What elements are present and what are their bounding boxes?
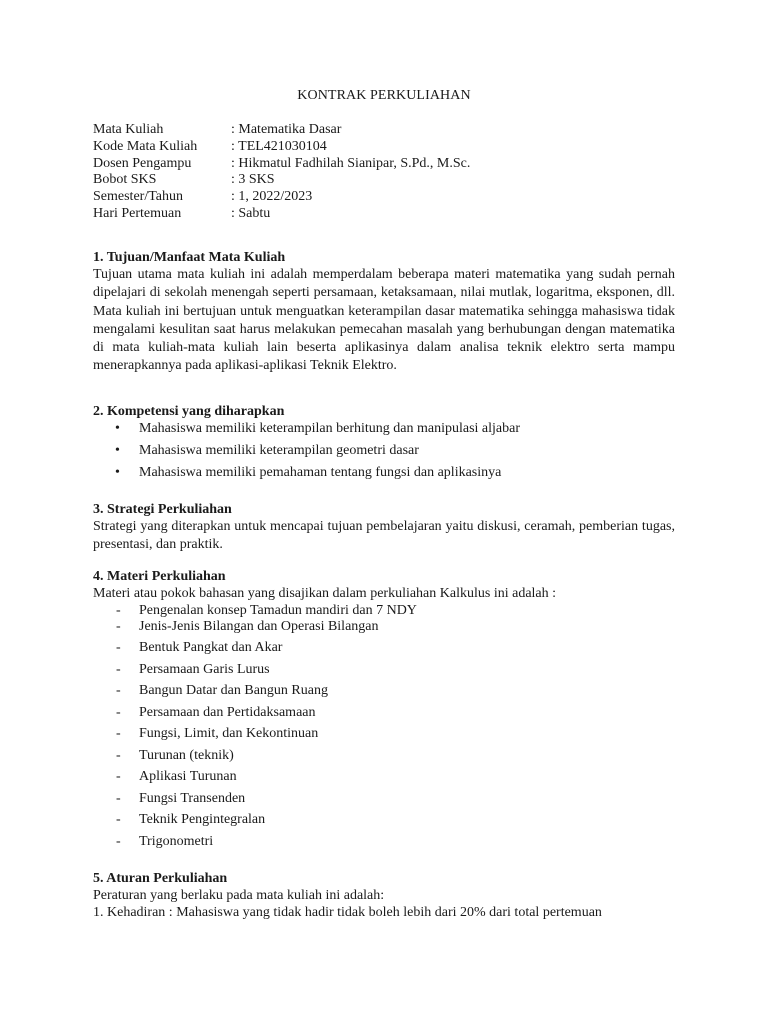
section-heading: 2. Kompetensi yang diharapkan [93, 404, 285, 419]
list-item-text: Bentuk Pangkat dan Akar [139, 640, 283, 655]
dash-icon: - [116, 683, 121, 698]
section-aturan [93, 870, 675, 921]
info-label: Kode Mata Kuliah [93, 138, 198, 154]
list-item [93, 811, 675, 833]
list-item-text: Persamaan Garis Lurus [139, 661, 270, 677]
list-item [93, 768, 675, 790]
dash-icon: - [116, 790, 121, 806]
list-item-text: Mahasiswa memiliki keterampilan geometri dasar [139, 443, 419, 458]
list-item-text: Mahasiswa memiliki keterampilan berhitung dan manipulasi aljabar [139, 421, 521, 436]
section-intro: Materi atau pokok bahasan yang disajikan dalam perkuliahan Kalkulus ini adalah : [93, 586, 557, 601]
info-value: : 3 SKS [231, 172, 275, 188]
info-label: Dosen Pengampu [93, 155, 192, 171]
list-item [93, 639, 675, 661]
list-item-text: Fungsi Transenden [139, 790, 246, 806]
section-strategi [93, 501, 675, 555]
section-heading: 1. Tujuan/Manfaat Mata Kuliah [93, 250, 286, 265]
info-row-hari [93, 205, 470, 222]
list-item-text: Turunan (teknik) [139, 747, 234, 763]
section-kompetensi [93, 403, 675, 486]
list-item [93, 618, 675, 639]
list-item [93, 790, 675, 812]
dash-icon: - [116, 812, 121, 827]
info-label: Bobot SKS [93, 172, 157, 188]
rule-item: 1. Kehadiran : Mahasiswa yang tidak hadir tidak boleh lebih dari 20% dari total pertemuan [93, 905, 602, 920]
dash-icon: - [116, 619, 121, 634]
dash-icon: - [116, 726, 121, 741]
bullet-icon: • [115, 465, 120, 480]
list-item [93, 704, 675, 726]
list-item-text: Pengenalan konsep Tamadun mandiri dan 7 NDY [139, 603, 417, 618]
info-row-dosen [93, 155, 470, 172]
info-row-semester [93, 188, 470, 205]
list-item-text: Trigonometri [139, 833, 214, 849]
list-item-text: Fungsi, Limit, dan Kekontinuan [139, 726, 319, 741]
section-heading: 4. Materi Perkuliahan [93, 569, 226, 584]
info-value: : TEL421030104 [231, 138, 327, 154]
info-row-sks [93, 171, 470, 188]
list-item [93, 661, 675, 683]
list-item [93, 442, 675, 464]
info-label: Hari Pertemuan [93, 205, 182, 221]
dash-icon: - [116, 661, 121, 677]
list-item [93, 682, 675, 704]
info-row-mata-kuliah [93, 121, 470, 138]
list-item-text: Aplikasi Turunan [139, 769, 237, 784]
section-tujuan [93, 249, 675, 376]
dash-icon: - [116, 704, 121, 720]
bullet-icon: • [115, 443, 120, 458]
section-materi [93, 568, 675, 854]
list-item [93, 833, 675, 855]
list-item-text: Persamaan dan Pertidaksamaan [139, 704, 316, 720]
dash-icon: - [116, 603, 121, 618]
dash-icon: - [116, 640, 121, 655]
info-label: Semester/Tahun [93, 189, 183, 205]
section-paragraph: Strategi yang diterapkan untuk mencapai tujuan pembelajaran yaitu diskusi, ceramah, pemberian tugas, presentasi, dan praktik. [93, 519, 675, 553]
course-info-table [93, 121, 470, 222]
dash-icon: - [116, 747, 121, 763]
info-value: : Matematika Dasar [231, 122, 342, 137]
list-item [93, 747, 675, 769]
section-heading: 5. Aturan Perkuliahan [93, 871, 228, 886]
info-value: : Hikmatul Fadhilah Sianipar, S.Pd., M.Sc. [231, 155, 471, 171]
bullet-icon: • [115, 421, 120, 436]
list-item [93, 420, 675, 442]
list-item-text: Bangun Datar dan Bangun Ruang [139, 683, 328, 698]
section-heading: 3. Strategi Perkuliahan [93, 502, 232, 517]
info-value: : 1, 2022/2023 [231, 189, 313, 205]
document-title: KONTRAK PERKULIAHAN [297, 88, 471, 103]
section-intro: Peraturan yang berlaku pada mata kuliah ini adalah: [93, 888, 385, 903]
section-paragraph: Tujuan utama mata kuliah ini adalah memperdalam beberapa materi matematika yang sudah pernah dipelajari di sekolah menengah seperti persamaan, ketaksamaan, nilai mutlak, logaritma, eksponen, dll. Mata kuliah ini bertujuan untuk menguatkan keterampilan dasar matematika sehingga mahasiswa tidak mengalami kesulitan saat harus melakukan pemecahan masalah yang berhubungan dengan matematika di mata kuliah-mata kuliah lain beserta aplikasinya dalam analisa teknik elektro serta mampu menerapkannya pada aplikasi-aplikasi Teknik Elektro. [93, 267, 675, 374]
dash-icon: - [116, 833, 121, 849]
dash-icon: - [116, 769, 121, 784]
info-label: Mata Kuliah [93, 122, 164, 137]
list-item [93, 602, 675, 618]
list-item-text: Teknik Pengintegralan [139, 812, 266, 827]
info-row-kode [93, 138, 470, 155]
list-item [93, 725, 675, 747]
list-item-text: Jenis-Jenis Bilangan dan Operasi Bilangan [139, 619, 379, 634]
info-value: : Sabtu [231, 205, 271, 221]
list-item [93, 464, 675, 486]
list-item-text: Mahasiswa memiliki pemahaman tentang fungsi dan aplikasinya [139, 465, 502, 480]
